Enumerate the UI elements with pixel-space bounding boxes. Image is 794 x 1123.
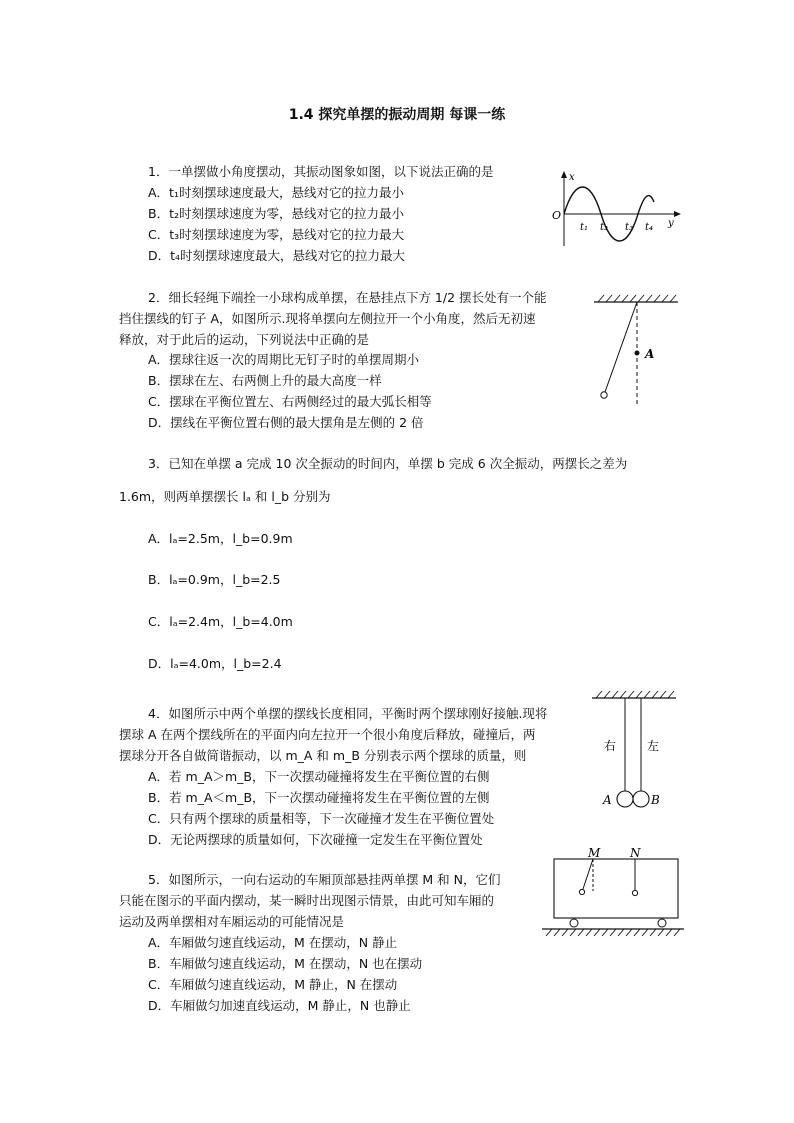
- car-body: [554, 859, 678, 918]
- q5-stem-line-3: 运动及两单摆相对车厢运动的可能情况是: [119, 914, 345, 929]
- q4-option-d: D．无论两摆球的质量如何，下次碰撞一定发生在平衡位置处: [148, 832, 483, 847]
- q4-stem-line-3: 摆球分开各自做简谐振动，以 m_A 和 m_B 分别表示两个摆球的质量，则: [119, 748, 527, 763]
- tick-t4: t₄: [645, 222, 654, 233]
- label-x: x: [569, 172, 575, 183]
- q3-stem-line-1: 3．已知在单摆 a 完成 10 次全振动的时间内，单摆 b 完成 6 次全振动，两摆长之差为: [148, 456, 628, 471]
- axis-arrow-up: [561, 171, 567, 178]
- wheel-right: [658, 919, 666, 927]
- label-m: M: [588, 846, 601, 860]
- pendulum-string: [605, 302, 637, 392]
- q4-stem-line-1: 4．如图所示中两个单摆的摆线长度相同，平衡时两个摆球刚好接触.现将: [148, 706, 548, 721]
- q5-option-d: D．车厢做匀加速直线运动，M 静止，N 也静止: [148, 998, 411, 1013]
- pendulum-m-string: [583, 859, 593, 889]
- q4-stem-line-2: 摆球 A 在两个摆线所在的平面内向左拉开一个很小角度后释放，碰撞后，两: [119, 727, 536, 742]
- q2-option-b: B．摆球在左、右两侧上升的最大高度一样: [148, 373, 382, 388]
- q4-option-a: A．若 m_A＞m_B，下一次摆动碰撞将发生在平衡位置的右侧: [148, 769, 490, 784]
- nail-label: A: [645, 347, 655, 361]
- q5-stem-line-1: 5．如图所示，一向右运动的车厢顶部悬挂两单摆 M 和 N，它们: [148, 872, 501, 887]
- q2-stem-line-3: 释放，对于此后的运动，下列说法中正确的是: [119, 332, 370, 347]
- q5-option-a: A．车厢做匀速直线运动，M 在摆动，N 静止: [148, 935, 398, 950]
- pendulum-n-bob: [632, 890, 637, 895]
- q2-pendulum-figure: [592, 292, 682, 408]
- label-right: 右: [604, 739, 617, 753]
- q4-option-c: C．只有两个摆球的质量相等，下一次碰撞才发生在平衡位置处: [148, 811, 495, 826]
- pendulum-bob: [601, 392, 607, 398]
- ball-a: [617, 791, 633, 807]
- q2-option-d: D．摆线在平衡位置右侧的最大摆角是左侧的 2 倍: [148, 415, 424, 430]
- track-hatch: [546, 929, 680, 936]
- wheel-left: [570, 919, 578, 927]
- label-origin: O: [552, 209, 562, 222]
- q1-stem: 1．一单摆做小角度摆动，其振动图象如图，以下说法正确的是: [148, 164, 494, 179]
- q1-option-b: B．t₂时刻摆球速度为零，悬线对它的拉力最小: [148, 206, 404, 221]
- ceiling-hatch: [596, 691, 674, 698]
- q5-option-c: C．车厢做匀速直线运动，M 静止，N 在摆动: [148, 977, 398, 992]
- ball-b: [633, 791, 649, 807]
- q2-stem-line-1: 2．细长轻绳下端拴一小球构成单摆，在悬挂点下方 1/2 摆长处有一个能: [148, 290, 547, 305]
- q1-vibration-graph: [550, 168, 685, 250]
- q5-option-b: B．车厢做匀速直线运动，M 在摆动，N 也在摆动: [148, 956, 423, 971]
- q3-option-d: D．lₐ=4.0m，l_b=2.4: [148, 656, 282, 671]
- q3-stem-line-2: 1.6m，则两单摆摆长 lₐ 和 l_b 分别为: [119, 489, 331, 504]
- q5-stem-line-2: 只能在图示的平面内摆动，某一瞬时出现图示情景，由此可知车厢的: [119, 893, 495, 908]
- label-t: y: [668, 218, 674, 229]
- page-title: 1.4 探究单摆的振动周期 每课一练: [288, 107, 506, 123]
- q1-option-a: A．t₁时刻摆球速度最大，悬线对它的拉力最小: [148, 185, 404, 200]
- pendulum-m-bob: [579, 889, 584, 894]
- tick-t2: t₂: [600, 222, 609, 233]
- q2-option-c: C．摆球在平衡位置左、右两侧经过的最大弧长相等: [148, 394, 432, 409]
- label-n: N: [630, 846, 641, 860]
- q3-option-c: C．lₐ=2.4m，l_b=4.0m: [148, 614, 293, 629]
- q5-train-car-figure: [540, 845, 686, 939]
- q3-option-b: B．lₐ=0.9m，l_b=2.5: [148, 572, 281, 587]
- tick-t1: t₁: [580, 222, 589, 233]
- tick-t3: t₃: [625, 222, 634, 233]
- q1-option-d: D．t₄时刻摆球速度最大，悬线对它的拉力最大: [148, 248, 406, 263]
- label-ball-a: A: [603, 793, 612, 807]
- q4-double-pendulum-figure: [590, 688, 682, 810]
- q3-option-a: A．lₐ=2.5m，l_b=0.9m: [148, 531, 293, 546]
- ceiling-hatch: [598, 295, 676, 302]
- q2-option-a: A．摆球往返一次的周期比无钉子时的单摆周期小: [148, 352, 420, 367]
- q4-option-b: B．若 m_A＜m_B，下一次摆动碰撞将发生在平衡位置的左侧: [148, 790, 490, 805]
- nail-a: [635, 351, 640, 356]
- label-ball-b: B: [651, 793, 660, 807]
- q2-stem-line-2: 挡住摆线的钉子 A，如图所示.现将单摆向左侧拉开一个小角度，然后无初速: [119, 311, 536, 326]
- label-left: 左: [647, 739, 660, 753]
- q1-option-c: C．t₃时刻摆球速度为零，悬线对它的拉力最大: [148, 227, 405, 242]
- axis-arrow-right: [674, 211, 681, 217]
